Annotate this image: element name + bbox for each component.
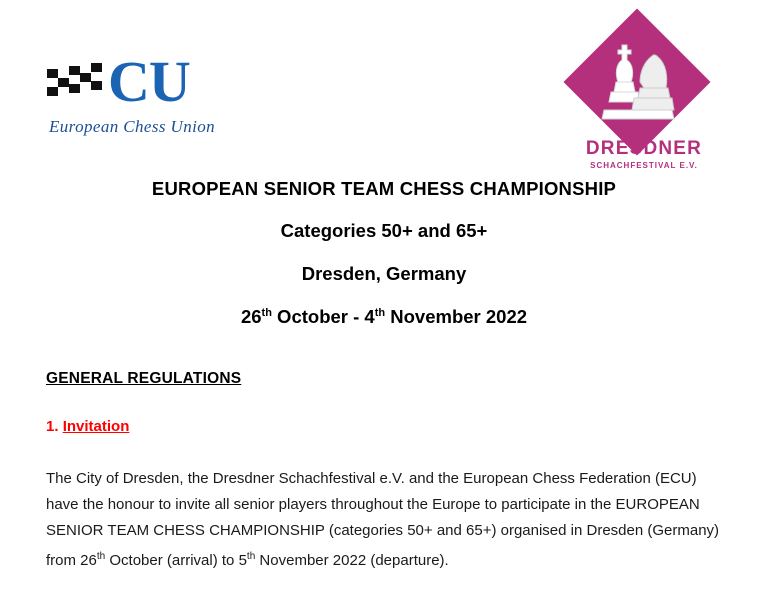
ecu-logo-letters: CU [108,49,190,114]
invitation-number: 1. [46,418,59,435]
title-categories: Categories 50+ and 65+ [280,220,488,241]
dresdner-schachfestival-logo [570,30,720,175]
title-dates-sup1: th [261,306,272,319]
checkered-flag-icon [45,63,107,105]
title-dates-day1: 26 [240,306,262,327]
title-championship: EUROPEAN SENIOR TEAM CHESS CHAMPIONSHIP [151,178,617,199]
chess-pieces-icon [600,42,676,122]
invitation-paragraph-sup1: th [96,551,106,562]
title-dates-sup2: th [374,306,386,319]
invitation-paragraph-sup2: th [246,551,256,562]
invitation-label: Invitation [62,418,130,435]
invitation-paragraph [46,466,722,574]
section-heading-general-regulations: GENERAL REGULATIONS [46,370,242,387]
invitation-paragraph-part3: November 2022 (departure). [255,552,449,569]
ecu-logo-subtitle: European Chess Union [49,117,216,136]
document-title-block [0,178,768,328]
section-heading-invitation [46,418,722,435]
title-dates-end: November 2022 [385,306,528,327]
document-header [0,0,768,170]
invitation-paragraph-part1: The City of Dresden, the Dresdner Schachfestival e.V. and the European Chess Federation (ECU) have the honour to invite all senior players throughout the Europe to participate in the EUROPEAN SENIOR TEAM CHESS CHAMPIONSHIP (categories 50+ and 65+) organised in Dresden (Germany) from 26 [46,470,720,569]
dresdner-logo-name: DRESDNER [585,138,703,159]
title-location: Dresden, Germany [301,263,467,284]
ecu-logo [45,49,295,140]
document-content [0,370,768,574]
title-dates [0,306,768,328]
title-dates-mid: October - 4 [271,306,375,327]
invitation-paragraph-part2: October (arrival) to 5 [105,552,247,569]
dresdner-logo-subtitle: SCHACHFESTIVAL E.V. [590,161,698,170]
